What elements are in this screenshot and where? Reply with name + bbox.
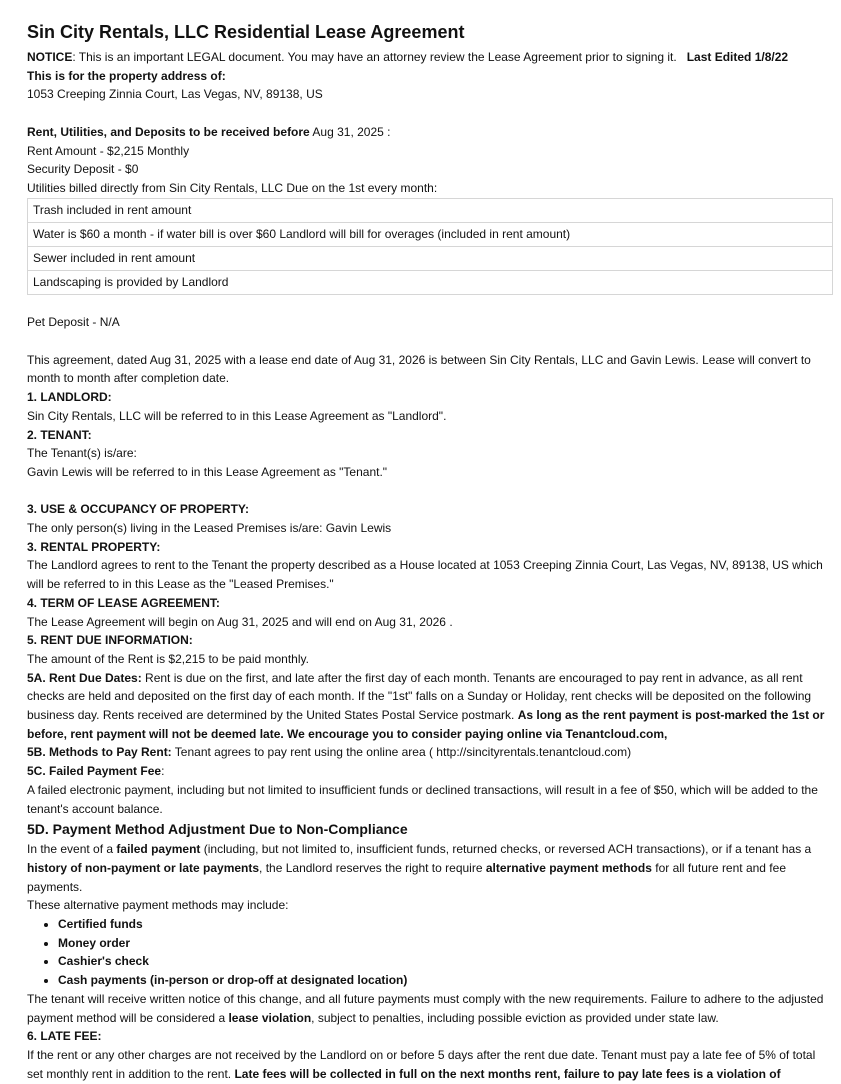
pay-methods-label: 5B. Methods to Pay Rent:	[27, 745, 172, 760]
list-item: • Money order	[58, 934, 833, 953]
rental-property-text: The Landlord agrees to rent to the Tenant the property described as a House located at 1053 Creeping Zinnia Court, Las Vegas, NV, 89138, US which will be referred to in this Lease as the "Leased Premises."	[27, 558, 823, 592]
rent-deadline-date: Aug 31, 2025 :	[309, 124, 391, 139]
adjustment-consequence	[27, 990, 833, 1027]
adjustment-heading: 5D. Payment Method Adjustment Due to Non-Compliance	[27, 821, 408, 838]
adjustment-bold-2: history of non-payment or late payments	[27, 860, 260, 875]
adjustment-text-1: In the event of a	[27, 842, 117, 857]
term-text: The Lease Agreement will begin on Aug 31, 2025 and will end on Aug 31, 2026 .	[27, 614, 453, 629]
utility-cell: Trash included in rent amount	[28, 198, 833, 222]
agreement-intro: This agreement, dated Aug 31, 2025 with a lease end date of Aug 31, 2026 is between Sin City Rentals, LLC and Gavin Lewis. Lease will convert to month to month after completion date.	[27, 352, 811, 386]
failed-payment-colon: :	[161, 764, 165, 779]
late-fee-bold: Late fees will be collected in full on the next months rent, failure to pay late fees is a violation of	[234, 1066, 781, 1081]
security-deposit: Security Deposit - $0	[27, 162, 139, 177]
notice-text: : This is an important LEGAL document. You may have an attorney review the Lease Agreement prior to signing it.	[72, 50, 677, 64]
landlord-heading: 1. LANDLORD:	[27, 390, 112, 405]
due-dates-bold: As long as the rent payment is post-marked the 1st or before, rent payment will not be deemed late. We encourage you to consider paying online via Tenantcloud.com,	[27, 708, 825, 741]
utilities-intro: Utilities billed directly from Sin City Rentals, LLC Due on the 1st every month:	[27, 180, 438, 195]
list-item: • Certified funds	[58, 915, 833, 934]
table-row	[28, 222, 833, 246]
table-row	[28, 246, 833, 270]
consequence-text-1: The tenant will receive written notice of this change, and all future payments must comply with the new requirements. Failure to adhere to the adjusted payment method will be considered a	[27, 991, 824, 1025]
consequence-text-2: , subject to penalties, including possible eviction as provided under state law.	[311, 1010, 719, 1025]
failed-payment-heading	[27, 762, 833, 781]
tenant-heading: 2. TENANT:	[27, 427, 92, 442]
last-edited: Last Edited 1/8/22	[686, 50, 789, 64]
landlord-text: Sin City Rentals, LLC will be referred to in this Lease Agreement as "Landlord".	[27, 408, 447, 423]
table-row	[28, 270, 833, 294]
rent-due-text: The amount of the Rent is $2,215 to be paid monthly.	[27, 651, 309, 666]
rent-due-heading: 5. RENT DUE INFORMATION:	[27, 633, 193, 648]
use-occupancy-text: The only person(s) living in the Leased Premises is/are: Gavin Lewis	[27, 521, 392, 535]
term-heading: 4. TERM OF LEASE AGREEMENT:	[27, 595, 220, 610]
list-item: • Cash payments (in-person or drop-off at designated location)	[58, 971, 833, 990]
notice-label: NOTICE	[27, 50, 73, 64]
property-address: 1053 Creeping Zinnia Court, Las Vegas, NV, 89138, US	[27, 87, 323, 102]
utility-cell: Water is $60 a month - if water bill is over $60 Landlord will bill for overages (included in rent amount)	[28, 222, 833, 246]
pay-methods-paragraph	[27, 743, 833, 762]
table-row	[28, 198, 833, 222]
due-dates-label: 5A. Rent Due Dates:	[27, 670, 142, 685]
list-item: • Cashier's check	[58, 952, 833, 971]
notice-line	[27, 48, 833, 67]
methods-list-intro: These alternative payment methods may include:	[27, 898, 289, 913]
adjustment-bold-3: alternative payment methods	[485, 860, 652, 875]
rent-amount: Rent Amount - $2,215 Monthly	[27, 143, 190, 158]
pet-deposit: Pet Deposit - N/A	[27, 315, 120, 330]
property-label: This is for the property address of:	[27, 68, 226, 83]
use-occupancy-heading: 3. USE & OCCUPANCY OF PROPERTY:	[27, 502, 250, 517]
rent-deadline	[27, 123, 833, 142]
late-fee-text: If the rent or any other charges are not received by the Landlord on or before 5 days after the rent due date. Tenant must pay a late fee of 5% of total set monthly rent in addition to the rent.	[27, 1047, 816, 1081]
failed-payment-text: A failed electronic payment, including but not limited to insufficient funds or declined transactions, will result in a fee of $50, which will be added to the tenant's account balance.	[27, 782, 818, 816]
utility-cell: Sewer included in rent amount	[28, 246, 833, 270]
pay-methods-text: Tenant agrees to pay rent using the online area ( http://sincityrentals.tenantcloud.com)	[171, 745, 632, 760]
due-dates-text: Rent is due on the first, and late after the first day of each month. Tenants are encouraged to pay rent in advance, as all rent checks are held and deposited on the first day of each month. If the "1st" falls on a Sunday or Holiday, rent checks will be deposited on the following business day. Rents received are determined by the United States Postal Service postmark.	[27, 670, 812, 723]
tenant-line-2: Gavin Lewis will be referred to in this Lease Agreement as "Tenant."	[27, 464, 388, 479]
utility-cell: Landscaping is provided by Landlord	[28, 270, 833, 294]
consequence-bold: lease violation	[228, 1010, 312, 1025]
late-fee-paragraph	[27, 1046, 833, 1083]
due-dates-paragraph	[27, 669, 833, 744]
adjustment-paragraph	[27, 840, 833, 896]
tenant-line-1: The Tenant(s) is/are:	[27, 446, 137, 461]
adjustment-bold-1: failed payment	[116, 842, 201, 857]
document-title: Sin City Rentals, LLC Residential Lease Agreement	[27, 22, 465, 42]
utilities-table	[27, 198, 833, 295]
rent-deadline-label: Rent, Utilities, and Deposits to be received before	[27, 124, 310, 139]
adjustment-text-3: , the Landlord reserves the right to require	[259, 860, 486, 875]
late-fee-heading: 6. LATE FEE:	[27, 1029, 102, 1044]
adjustment-text-2: (including, but not limited to, insufficient funds, returned checks, or reversed ACH transactions), or if a tenant has a	[200, 842, 812, 857]
alt-methods-list	[27, 915, 833, 990]
rental-property-heading: 3. RENTAL PROPERTY:	[27, 539, 161, 554]
failed-payment-label: 5C. Failed Payment Fee	[27, 764, 162, 779]
adjustment-text-4: for all future rent and fee payments.	[27, 860, 786, 894]
